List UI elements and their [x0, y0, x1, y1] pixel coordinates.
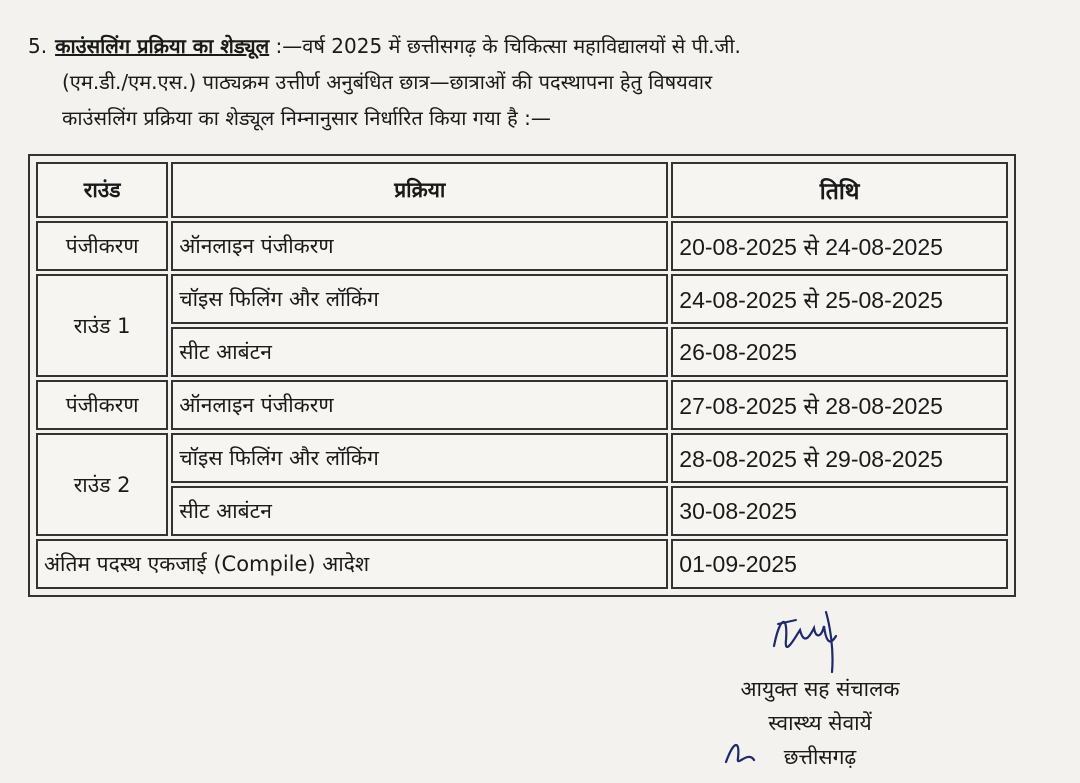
round-cell: पंजीकरण: [36, 221, 168, 271]
intro-line-1-rest: :—वर्ष 2025 में छत्तीसगढ़ के चिकित्सा महाविद्यालयों से पी.जी.: [275, 34, 741, 58]
table-row: [36, 486, 1008, 536]
initial-mark: [720, 736, 760, 772]
header-date: तिथि: [671, 162, 1008, 218]
intro-line-1: [28, 28, 1028, 64]
round-cell: राउंड 1: [36, 274, 168, 377]
date-cell: 27-08-2025 से 28-08-2025: [671, 380, 1008, 430]
table-header-row: [36, 162, 1008, 218]
header-round: राउंड: [36, 162, 168, 218]
table-row: [36, 274, 1008, 324]
process-cell: चॉइस फिलिंग और लॉकिंग: [171, 274, 668, 324]
process-cell: अंतिम पदस्थ एकजाई (Compile) आदेश: [36, 539, 668, 589]
process-cell: सीट आबंटन: [171, 327, 668, 377]
date-cell: 20-08-2025 से 24-08-2025: [671, 221, 1008, 271]
round-cell: राउंड 2: [36, 433, 168, 536]
schedule-table: [33, 159, 1011, 592]
schedule-table-frame: [28, 154, 1016, 597]
table-row: [36, 327, 1008, 377]
table-row: [36, 380, 1008, 430]
intro-paragraph: [28, 28, 1028, 136]
intro-line-3: काउंसलिंग प्रक्रिया का शेड्यूल निम्नानुसार निर्धारित किया गया है :—: [62, 106, 551, 130]
signatory-title: आयुक्त सह संचालक: [740, 677, 900, 701]
process-cell: सीट आबंटन: [171, 486, 668, 536]
table-row: [36, 433, 1008, 483]
date-cell: 30-08-2025: [671, 486, 1008, 536]
intro-line-2: (एम.डी./एम.एस.) पाठ्यक्रम उत्तीर्ण अनुबंधित छात्र—छात्राओं की पदस्थापना हेतु विषयवार: [62, 70, 713, 94]
process-cell: चॉइस फिलिंग और लॉकिंग: [171, 433, 668, 483]
section-heading: काउंसलिंग प्रक्रिया का शेड्यूल: [55, 34, 270, 58]
process-cell: ऑनलाइन पंजीकरण: [171, 221, 668, 271]
date-cell: 24-08-2025 से 25-08-2025: [671, 274, 1008, 324]
round-cell: पंजीकरण: [36, 380, 168, 430]
table-row: [36, 539, 1008, 589]
handwritten-signature: [766, 606, 856, 676]
process-cell: ऑनलाइन पंजीकरण: [171, 380, 668, 430]
date-cell: 01-09-2025: [671, 539, 1008, 589]
table-row: [36, 221, 1008, 271]
item-number: 5.: [28, 34, 48, 58]
signatory-state: छत्तीसगढ़: [783, 745, 857, 769]
header-process: प्रक्रिया: [171, 162, 668, 218]
date-cell: 28-08-2025 से 29-08-2025: [671, 433, 1008, 483]
date-cell: 26-08-2025: [671, 327, 1008, 377]
signatory-department: स्वास्थ्य सेवायें: [768, 711, 872, 735]
